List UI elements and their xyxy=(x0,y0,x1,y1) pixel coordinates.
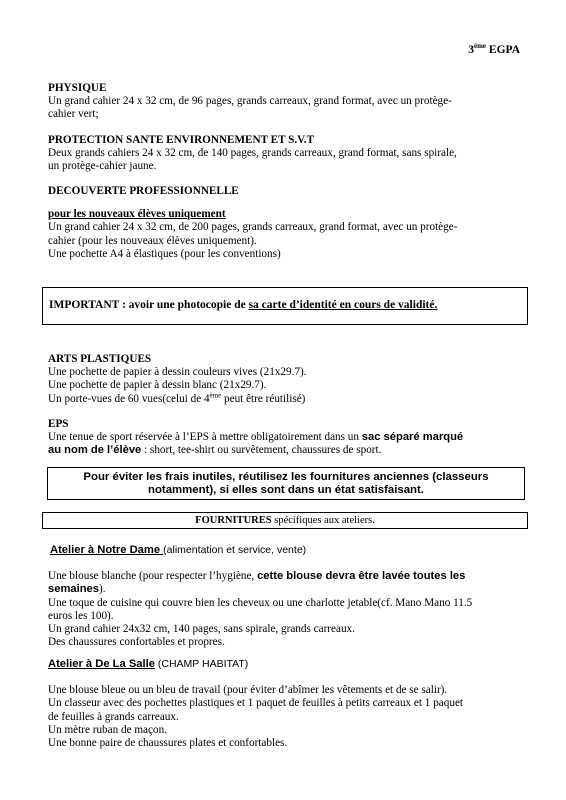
section-atelier-notre-dame: Atelier à Notre Dame (alimentation et service, vente) Une blouse blanche (pour respecter l’hygiène, cette blouse devra être lavée toutes les semaines). Une toque de cuisine qui couvre bien les cheveux ou une charlotte jetable(cf. Mano Mano 11.5 euros les 100). Un grand cahier 24x32 cm, 140 pages, sans spirale, grands carreaux. Des chaussures confortables et propres. xyxy=(48,544,473,649)
notice-box xyxy=(47,467,525,500)
section-title: EPS xyxy=(48,418,69,430)
section-physique: PHYSIQUE Un grand cahier 24 x 32 cm, de 96 pages, grands carreaux, grand format, avec un protège- cahier vert; xyxy=(48,82,528,122)
important-box xyxy=(42,287,528,325)
section-title: PROTECTION SANTE ENVIRONNEMENT ET S.V.T xyxy=(48,134,315,146)
section-subtitle: pour les nouveaux élèves uniquement xyxy=(48,208,226,221)
fournitures-header-box xyxy=(42,512,528,529)
section-title: ARTS PLASTIQUES xyxy=(48,353,152,365)
section-arts-plastiques: ARTS PLASTIQUES Une pochette de papier à dessin couleurs vives (21x29.7). Une pochette de papier à dessin blanc (21x29.7). Un porte-vues de 60 vues(celui de 4ème peut être réutilisé) xyxy=(48,353,528,406)
section-title: PHYSIQUE xyxy=(48,82,107,94)
section-pse-svt: PROTECTION SANTE ENVIRONNEMENT ET S.V.T Deux grands cahiers 24 x 32 cm, de 140 pages, grands carreaux, grand format, sans spirale, un protège-cahier jaune. xyxy=(48,134,528,174)
section-eps: EPS Une tenue de sport réservée à l’EPS à mettre obligatoirement dans un sac séparé marqué au nom de l’élève : short, tee-shirt ou survêtement, chaussures de sport. xyxy=(48,418,528,458)
atelier-title: Atelier à De La Salle xyxy=(48,658,155,670)
atelier-title: Atelier à Notre Dame xyxy=(50,544,164,556)
fournitures-header: FOURNITURES spécifiques aux ateliers. xyxy=(195,515,375,526)
notice-text: Pour éviter les frais inutiles, réutilisez les fournitures anciennes (classeurs notamment), si elles sont dans un état satisfaisant. xyxy=(83,471,489,496)
important-text: IMPORTANT : avoir une photocopie de sa carte d’identité en cours de validité. xyxy=(49,299,438,311)
class-label: 3ème EGPA xyxy=(468,42,520,56)
section-atelier-de-la-salle: Atelier à De La Salle (CHAMP HABITAT) Une blouse bleue ou un bleu de travail (pour éviter d’abîmer les vêtements et de se salir). Un classeur avec des pochettes plastiques et 1 paquet de feuilles à petits carreaux et 1 paquet de feuilles à grands carreaux. Un mètre ruban de maçon. Une bonne paire de chaussures plates et confortables. xyxy=(48,658,464,750)
section-title: DECOUVERTE PROFESSIONNELLE xyxy=(48,185,239,197)
section-decouverte: DECOUVERTE PROFESSIONNELLE pour les nouveaux élèves uniquement Un grand cahier 24 x 32 cm, de 200 pages, grands carreaux, grand format, avec un protège- cahier (pour les nouveaux élèves uniquement). Une pochette A4 à élastiques (pour les conventions) xyxy=(48,185,528,261)
